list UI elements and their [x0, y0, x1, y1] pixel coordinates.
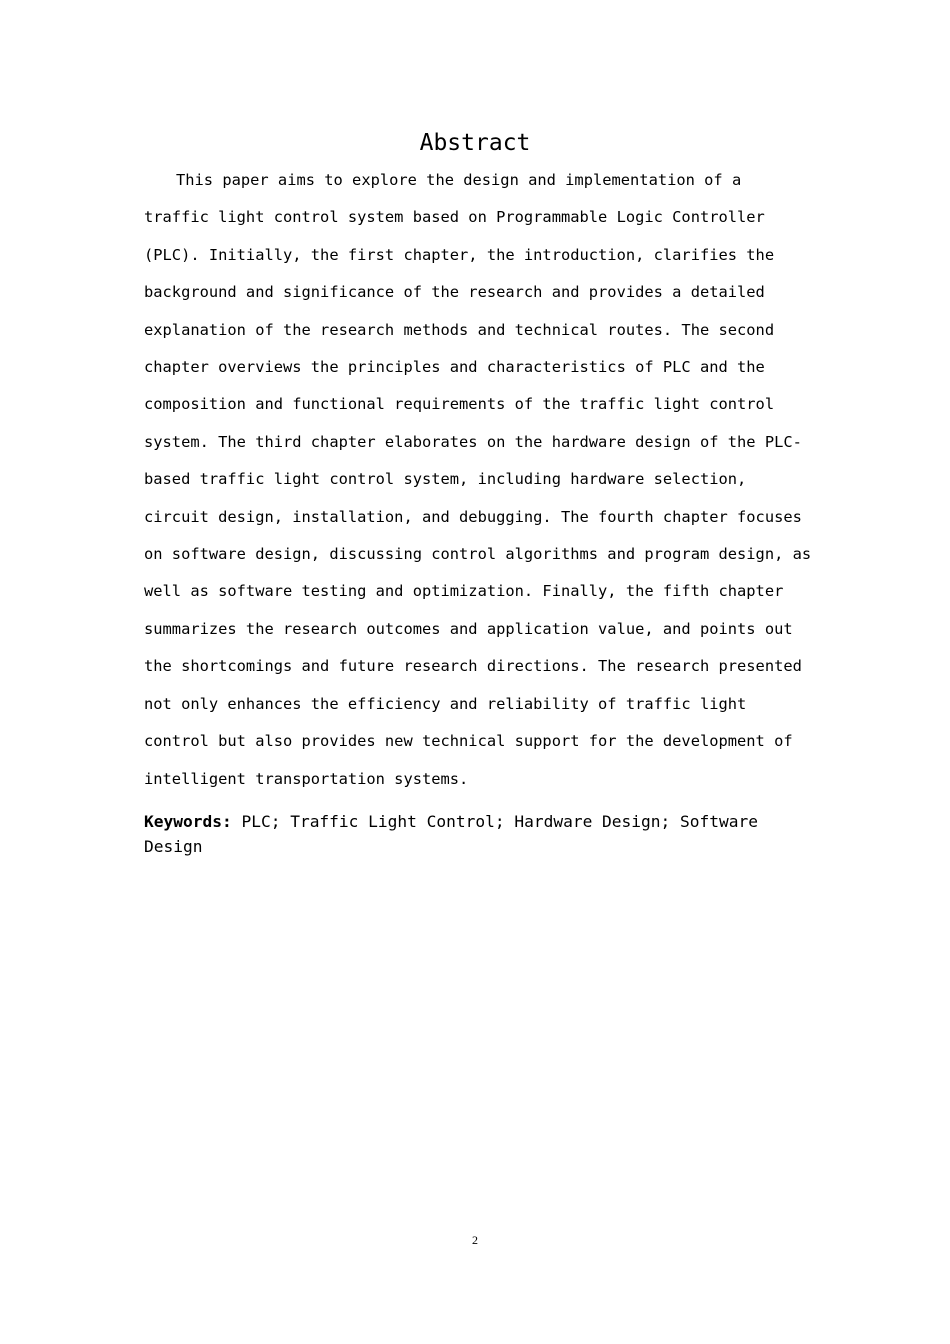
keywords-line [144, 809, 784, 859]
abstract-paragraph: This paper aims to explore the design and implementation of a traffic light control system based on Programmable Logic Controller (PLC). Initially, the first chapter, the introduction, clarifies the background and significance of the research and provides a detailed explanation of the research methods and technical routes. The second chapter overviews the principles and characteristics of PLC and the composition and functional requirements of the traffic light control system. The third chapter elaborates on the hardware design of the PLC-based traffic light control system, including hardware selection, circuit design, installation, and debugging. The fourth chapter focuses on software design, discussing control algorithms and program design, as well as software testing and optimization. Finally, the fifth chapter summarizes the research outcomes and application value, and points out the shortcomings and future research directions. The research presented not only enhances the efficiency and reliability of traffic light control but also provides new technical support for the development of intelligent transportation systems. [144, 171, 812, 788]
page-number: 2 [472, 1233, 478, 1247]
keywords-value: PLC; Traffic Light Control; Hardware Design; Software Design [144, 812, 758, 856]
page-title: Abstract [419, 130, 531, 156]
keywords-label: Keywords: [144, 812, 232, 831]
